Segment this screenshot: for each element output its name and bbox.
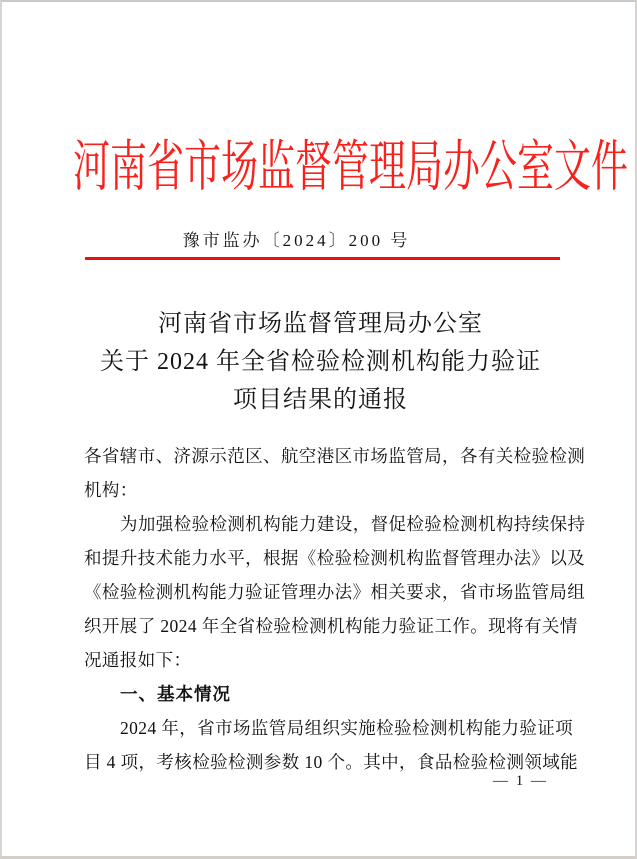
- section-heading-1: 一、基本情况: [120, 684, 231, 704]
- document-title-line-1: 河南省市场监督管理局办公室: [158, 311, 483, 337]
- document-title-line-2: 关于 2024 年全省检验检测机构能力验证: [100, 349, 541, 375]
- paragraph-line: 目 4 项，考核检验检测参数 10 个。其中，食品检验检测领域能: [84, 752, 579, 772]
- paragraph-line: 织开展了 2024 年全省检验检测机构能力验证工作。现将有关情: [84, 616, 578, 636]
- paragraph-line: 《检验检测机构能力验证管理办法》相关要求，省市场监管局组: [84, 582, 586, 602]
- letterhead-banner-title: 河南省市场监督管理局办公室文件: [73, 137, 628, 199]
- document-title-line-3: 项目结果的通报: [233, 387, 408, 413]
- document-body: [84, 439, 586, 779]
- salutation-line: 机构：: [84, 480, 138, 500]
- paragraph-line: 2024 年，省市场监管局组织实施检验检测机构能力验证项: [120, 718, 574, 738]
- page-number: — 1 —: [493, 773, 548, 789]
- paragraph-line: 和提升技术能力水平，根据《检验检测机构监督管理办法》以及: [84, 548, 586, 568]
- paragraph-line: 况通报如下：: [84, 650, 192, 670]
- paragraph-line: 为加强检验检测机构能力建设，督促检验检测机构持续保持: [120, 514, 586, 534]
- document-number: 豫市监办〔2024〕200 号: [182, 231, 411, 250]
- red-divider-line: [85, 257, 560, 260]
- salutation-line: 各省辖市、济源示范区、航空港区市场监管局，各有关检验检测: [84, 446, 586, 466]
- document-title: [2, 305, 637, 419]
